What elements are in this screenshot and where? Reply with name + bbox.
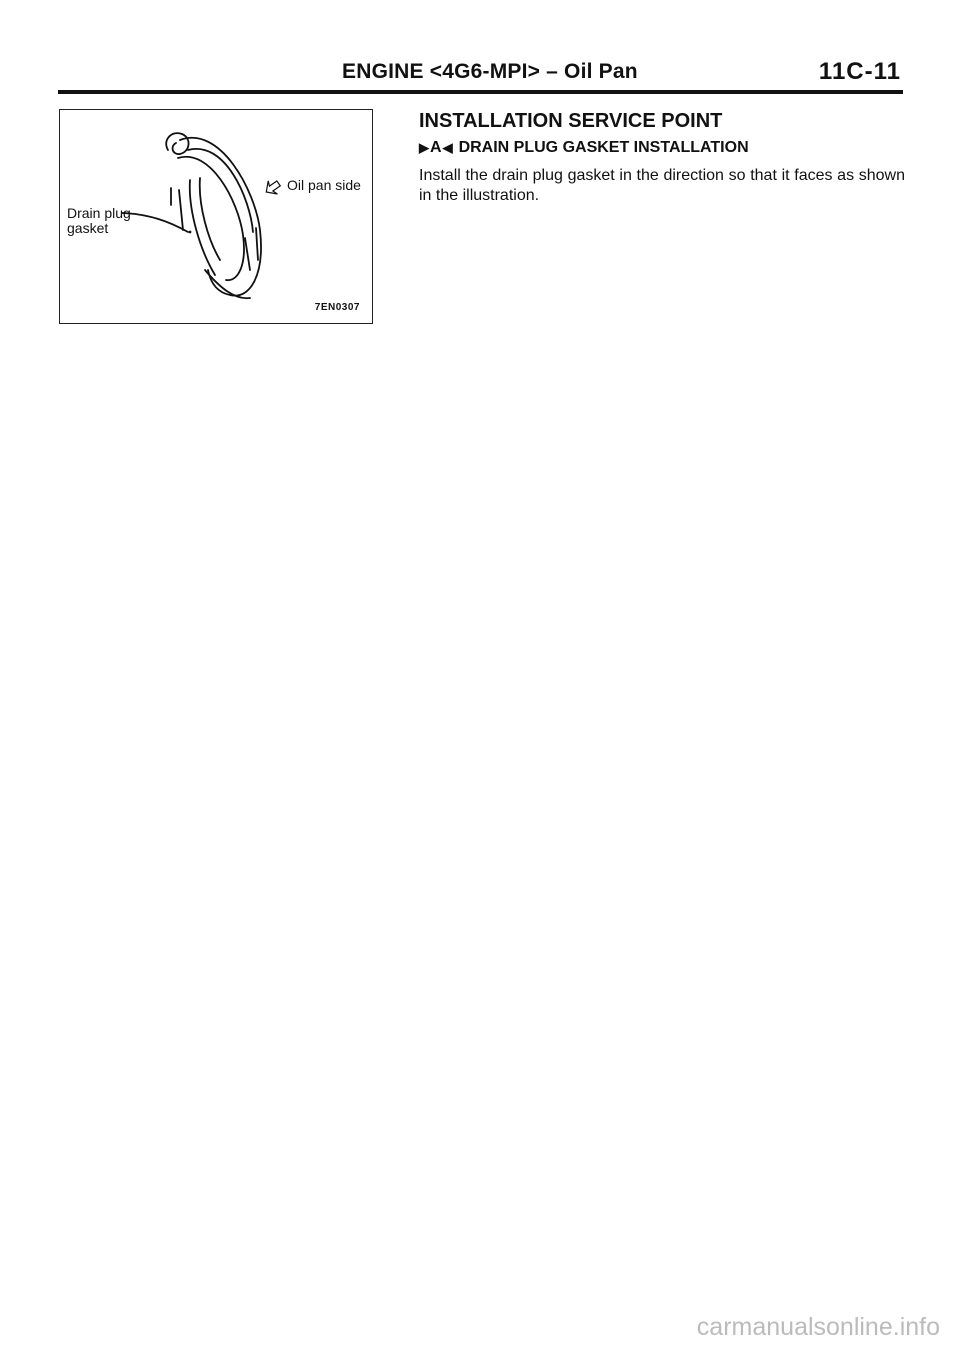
subsection-heading	[419, 139, 749, 157]
left-triangle-icon: ◀	[442, 140, 453, 155]
section-heading: INSTALLATION SERVICE POINT	[419, 110, 723, 132]
figure-code: 7EN0307	[314, 302, 360, 313]
header-title: ENGINE <4G6-MPI> – Oil Pan	[342, 60, 638, 83]
drain-plug-gasket-label: Drain plug gasket	[67, 205, 131, 236]
watermark: carmanualsonline.info	[696, 1313, 940, 1341]
illustration-figure	[59, 109, 373, 324]
right-triangle-icon: ▶	[419, 140, 429, 155]
page-header	[58, 58, 903, 94]
oil-pan-side-label: Oil pan side	[287, 177, 361, 193]
subsection-title: DRAIN PLUG GASKET INSTALLATION	[458, 139, 749, 156]
page-number: 11C-11	[818, 58, 901, 85]
marker-letter: A	[430, 139, 442, 156]
body-paragraph: Install the drain plug gasket in the direction so that it faces as shown in the illustration.	[419, 167, 905, 204]
